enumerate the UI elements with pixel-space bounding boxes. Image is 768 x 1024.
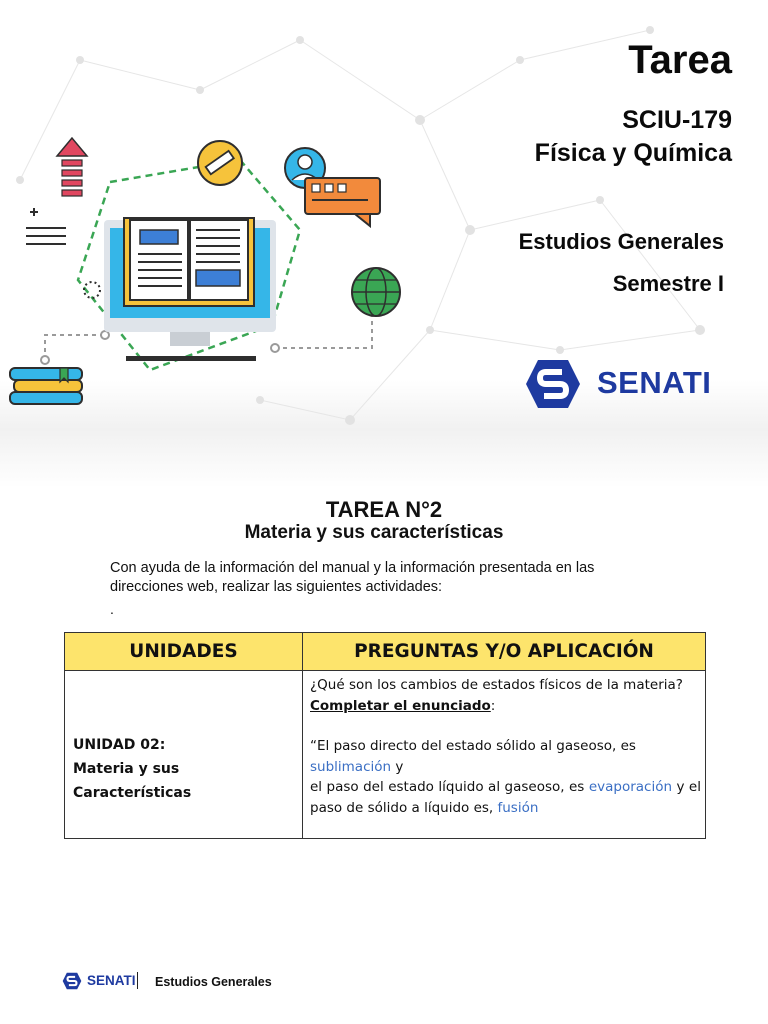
question-text: ¿Qué son los cambios de estados físicos de la materia? (310, 677, 683, 693)
answer-sublimation: sublimación (310, 758, 392, 775)
instruction-line (310, 696, 701, 717)
table-row (65, 671, 706, 839)
statement-part2: y (391, 758, 404, 775)
footer-department: Estudios Generales (155, 975, 272, 989)
assignment-intro: Con ayuda de la información del manual y la información presentada en las direcciones web, realizar las siguientes actividades: (110, 560, 595, 595)
elearning-illustration (0, 120, 420, 410)
header-banner (0, 0, 768, 488)
intro-dot: . (110, 601, 114, 617)
unit-cell (65, 671, 303, 839)
answer-fusion: fusión (497, 799, 539, 816)
statement-line3 (310, 777, 701, 818)
instruction-colon: : (490, 697, 496, 714)
statement-part4: y el paso de sólido a líquido es, (310, 779, 701, 816)
page-footer (62, 970, 362, 994)
senati-emblem-icon (62, 971, 82, 991)
assignment-subtitle: Materia y sus características (244, 522, 504, 543)
course-code: SCIU-179 (622, 106, 732, 134)
unit-name: Materia y sus Características (73, 761, 192, 801)
activity-table (64, 632, 706, 839)
header-questions: PREGUNTAS Y/O APLICACIÓN (303, 633, 706, 671)
statement-line2 (310, 757, 701, 778)
table-header-row (65, 633, 706, 671)
course-name: Física y Química (534, 139, 732, 167)
senati-logo (524, 358, 724, 410)
statement-part3: el paso del estado líquido al gaseoso, es (310, 779, 585, 795)
footer-brand: SENATI (87, 973, 136, 988)
statement-part1: “El paso directo del estado sólido al gaseoso, es (310, 738, 636, 754)
senati-emblem-icon (524, 358, 582, 410)
department-label: Estudios Generales (518, 229, 724, 254)
question-cell (303, 671, 706, 839)
answer-evaporation: evaporación (588, 779, 673, 795)
instruction-text: Completar el enunciado (310, 697, 491, 714)
footer-separator (137, 972, 138, 989)
senati-wordmark: SENATI (597, 365, 712, 400)
header-title: Tarea (628, 38, 732, 82)
assignment-title: TAREA N°2 (325, 497, 443, 522)
semester-label: Semestre I (612, 271, 724, 296)
unit-number: UNIDAD 02: (73, 737, 166, 753)
header-units: UNIDADES (65, 633, 303, 671)
